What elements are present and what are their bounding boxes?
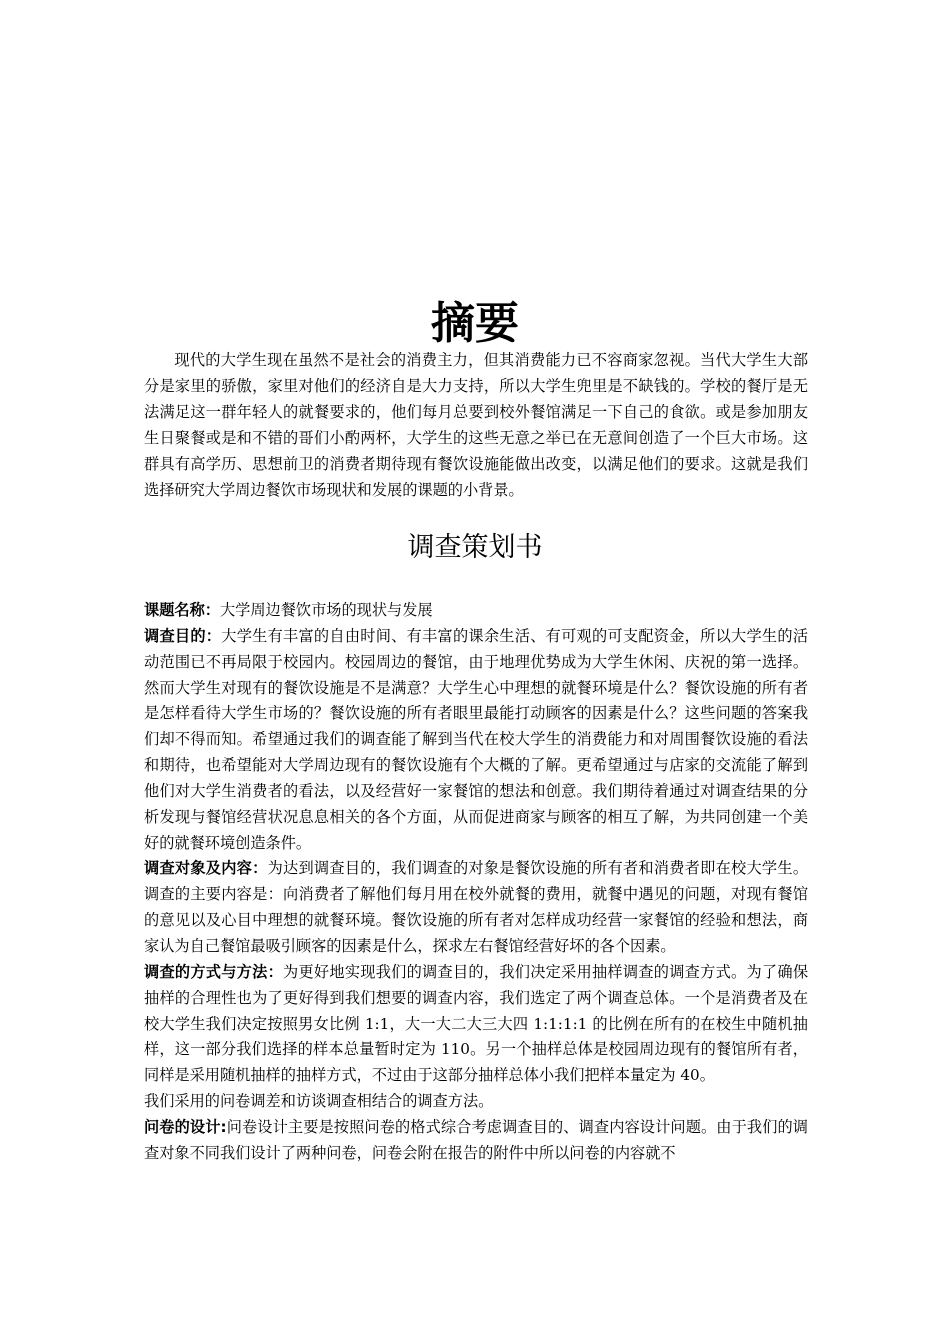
abstract-heading: 摘要 (431, 298, 519, 349)
section-label: 调查的方式与方法： (144, 962, 284, 981)
section-label: 调查目的： (144, 626, 222, 645)
survey-plan-body (144, 598, 808, 1167)
section-text: 为更好地实现我们的调查目的，我们决定采用抽样调查的调查方式。为了确保抽样的合理性也为了更好得到我们想要的调查内容，我们选定了两个调查总体。一个是消费者及在校大学生我们决定按照男女比例 1:1，大一大二大三大四 1:1:1:1 的比例在所有的在校生中随机抽样，这一部分我们选择的样本总量暂时定为 110。另一个抽样总体是校园周边现有的餐馆所有者，同样是采用随机抽样的抽样方式，不过由于这部分抽样总体小我们把样本量定为 40。 (144, 962, 809, 1085)
survey-subject-paragraph (144, 856, 808, 959)
questionnaire-design-paragraph (144, 1115, 808, 1167)
section-text: 为达到调查目的，我们调查的对象是餐饮设施的所有者和消费者即在校大学生。调查的主要内容是：向消费者了解他们每月用在校外就餐的费用，就餐中遇见的问题，对现有餐馆的意见以及心目中理想的就餐环境。餐饮设施的所有者对怎样成功经营一家餐馆的经验和想法，商家认为自己餐馆最吸引顾客的因素是什么，探求左右餐馆经营好坏的各个因素。 (144, 859, 809, 955)
survey-method-paragraph (144, 960, 808, 1089)
survey-approach-paragraph (144, 1089, 808, 1115)
survey-purpose-paragraph (144, 624, 808, 857)
section-label: 问卷的设计: (144, 1117, 227, 1136)
topic-name-paragraph (144, 598, 808, 624)
section-text: 大学周边餐饮市场的现状与发展 (219, 601, 433, 619)
section-text: 大学生有丰富的自由时间、有丰富的课余生活、有可观的可支配资金，所以大学生的活动范围已不再局限于校园内。校园周边的餐馆，由于地理优势成为大学生休闲、庆祝的第一选择。然而大学生对现有的餐饮设施是不是满意？大学生心中理想的就餐环境是什么？餐饮设施的所有者是怎样看待大学生市场的？餐饮设施的所有者眼里最能打动顾客的因素是什么？这些问题的答案我们却不得而知。希望通过我们的调查能了解到当代在校大学生的消费能力和对周围餐饮设施的看法和期待，也希望能对大学周边现有的餐饮设施有个大概的了解。更希望通过与店家的交流能了解到他们对大学生消费者的看法，以及经营好一家餐馆的想法和创意。我们期待着通过对调查结果的分析发现与餐馆经营状况息息相关的各个方面，从而促进商家与顾客的相互了解，为共同创建一个美好的就餐环境创造条件。 (144, 626, 809, 852)
section-text: 问卷设计主要是按照问卷的格式综合考虑调查目的、调查内容设计问题。由于我们的调查对象不同我们设计了两种问卷，问卷会附在报告的附件中所以问卷的内容就不 (144, 1117, 808, 1162)
abstract-paragraph: 现代的大学生现在虽然不是社会的消费主力，但其消费能力已不容商家忽视。当代大学生大部分是家里的骄傲，家里对他们的经济自是大力支持，所以大学生兜里是不缺钱的。学校的餐厅是无法满足这一群年轻人的就餐要求的，他们每月总要到校外餐馆满足一下自己的食欲。或是参加朋友生日聚餐或是和不错的哥们小酌两杯，大学生的这些无意之举已在无意间创造了一个巨大市场。这群具有高学历、思想前卫的消费者期待现有餐饮设施能做出改变，以满足他们的要求。这就是我们选择研究大学周边餐饮市场现状和发展的课题的小背景。 (144, 351, 808, 500)
section-label: 课题名称： (144, 601, 220, 619)
section-label: 调查对象及内容： (144, 859, 268, 878)
section-text: 我们采用的问卷调差和访谈调查相结合的调查方法。 (144, 1092, 494, 1111)
survey-plan-heading: 调查策划书 (407, 532, 543, 563)
